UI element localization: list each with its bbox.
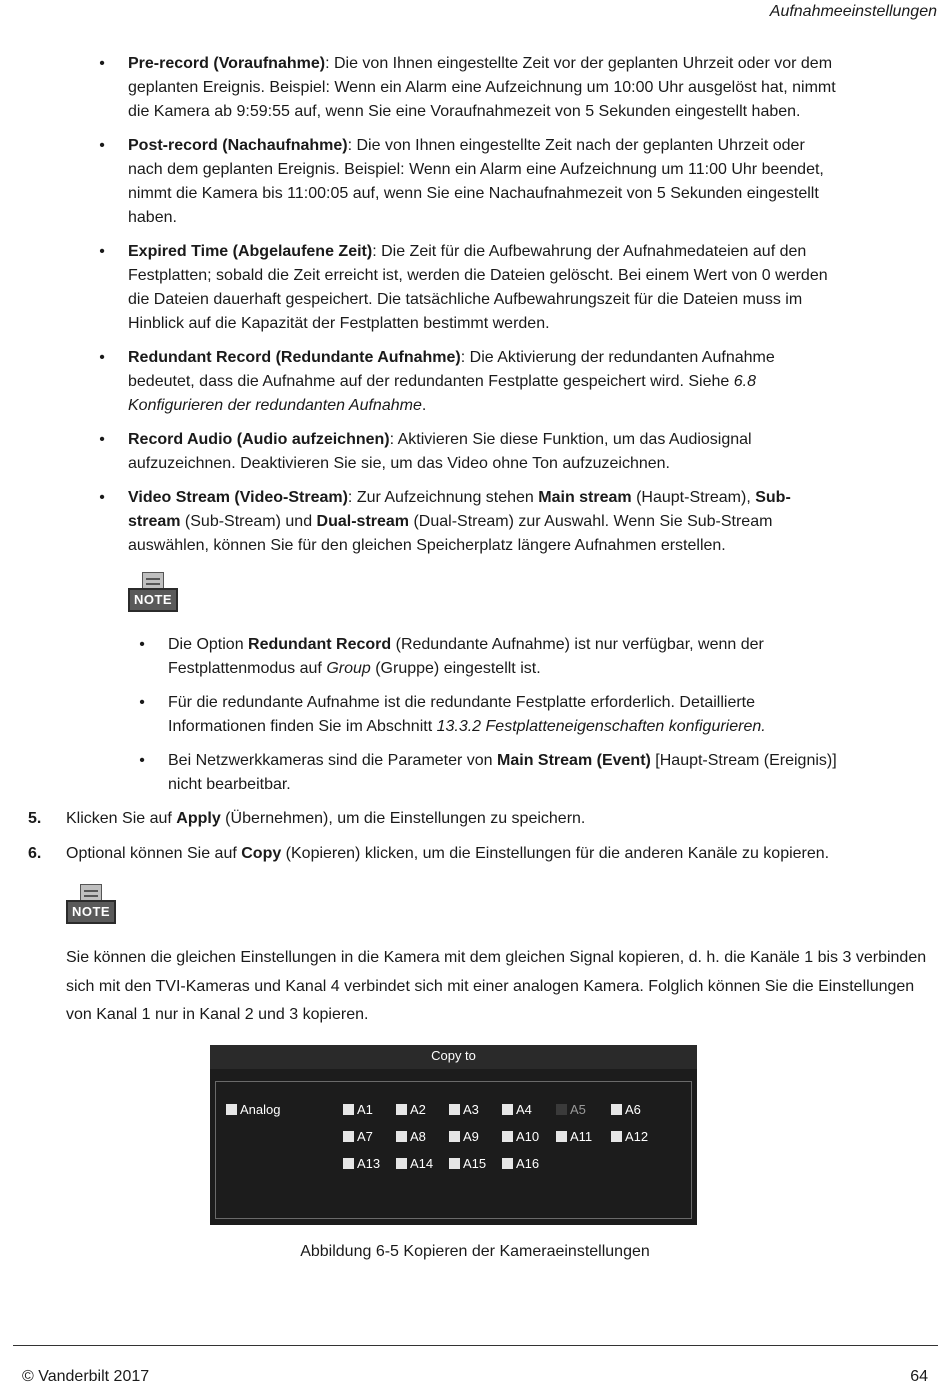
text-run: Record Audio (Audio aufzeichnen) — [128, 431, 390, 448]
channel-label: A12 — [625, 1129, 649, 1144]
bullet-item — [136, 749, 936, 797]
step-text — [66, 807, 585, 831]
text-run: . — [421, 397, 427, 414]
bullet-icon: • — [99, 431, 105, 448]
text-run: Klicken Sie auf — [66, 810, 177, 827]
bullet-line — [128, 206, 936, 230]
text-run: (Redundante Aufnahme) ist nur verfügbar, wenn der — [391, 636, 764, 653]
text-run: (Haupt-Stream), — [631, 489, 756, 506]
channel-label: A3 — [463, 1102, 479, 1117]
bullet-line — [128, 264, 936, 288]
text-run: geplanten Ereignis. Beispiel: Wenn ein Alarm eine Aufzeichnung um 10:00 Uhr ausgelöst hat, nimmt — [128, 79, 836, 96]
channel-label: A9 — [463, 1129, 479, 1144]
channel-label: A4 — [516, 1102, 532, 1117]
channel-label: A1 — [357, 1102, 373, 1117]
channel-label: A10 — [516, 1129, 540, 1144]
note-icon-2 — [66, 884, 116, 926]
text-run: Informationen finden Sie im Abschnitt — [168, 718, 437, 735]
text-run: nach dem geplanten Ereignis. Beispiel: Wenn ein Alarm eine Aufzeichnung um 11:00 Uhr beendet, — [128, 161, 824, 178]
channel-checkbox-a8[interactable] — [396, 1130, 426, 1144]
bullet-line — [128, 52, 936, 76]
note-paragraph: Sie können die gleichen Einstellungen in die Kamera mit dem gleichen Signal kopieren, d. h. die Kanäle 1 bis 3 verbinden sich mit den TVI-Kameras und Kanal 4 verbindet sich mit einer analogen Kamera. Folglich können Sie die Einstellungen von Kanal 1 nur in Kanal 2 und 3 kopieren. — [66, 949, 927, 1023]
bullet-line — [168, 715, 936, 739]
analog-checkbox[interactable] — [226, 1103, 280, 1117]
text-run: aufzuzeichnen. Deaktivieren Sie sie, um das Video ohne Ton aufzuzeichnen. — [128, 455, 670, 472]
bullet-line — [128, 240, 936, 264]
bullet-line — [128, 394, 936, 418]
channel-checkbox-a1[interactable] — [343, 1103, 373, 1117]
step-number: 5. — [28, 810, 42, 827]
figure-caption: Abbildung 6-5 Kopieren der Kameraeinstellungen — [300, 1243, 650, 1260]
text-run: Redundant Record (Redundante Aufnahme) — [128, 349, 461, 366]
note-label: NOTE — [66, 900, 116, 924]
text-run: (Dual-Stream) zur Auswahl. Wenn Sie Sub-Stream — [409, 513, 773, 530]
channel-checkbox-a5 — [556, 1103, 586, 1117]
bullet-icon: • — [99, 137, 105, 154]
text-run: : Die von Ihnen eingestellte Zeit nach der geplanten Uhrzeit oder — [347, 137, 805, 154]
channel-checkbox-a16[interactable] — [502, 1157, 539, 1171]
note-list — [136, 633, 936, 807]
page-number: 64 — [910, 1368, 928, 1385]
note-label: NOTE — [128, 588, 178, 612]
text-run: 6.8 — [733, 373, 756, 390]
text-run: (Kopieren) klicken, um die Einstellungen für die anderen Kanäle zu kopieren. — [281, 845, 830, 862]
text-run: Bei Netzwerkkameras sind die Parameter von — [168, 752, 498, 769]
parameter-list — [96, 52, 936, 568]
bullet-line — [128, 288, 936, 312]
text-run: Konfigurieren der redundanten Aufnahme — [128, 397, 422, 414]
bullet-icon: • — [99, 243, 105, 260]
text-run: 13.3.2 Festplatteneigenschaften konfigurieren. — [436, 718, 766, 735]
bullet-item — [96, 240, 936, 336]
channel-checkbox-a6[interactable] — [611, 1103, 641, 1117]
bullet-line — [128, 158, 936, 182]
page-header-title: Aufnahmeeinstellungen — [769, 3, 937, 20]
bullet-icon: • — [139, 694, 145, 711]
text-run: (Sub-Stream) und — [180, 513, 317, 530]
text-run: Sub- — [755, 489, 791, 506]
bullet-line — [128, 486, 936, 510]
channel-label: A2 — [410, 1102, 426, 1117]
channel-label: A6 — [625, 1102, 641, 1117]
channel-checkbox-a4[interactable] — [502, 1103, 532, 1117]
bullet-item — [96, 134, 936, 230]
bullet-icon: • — [139, 752, 145, 769]
bullet-icon: • — [99, 55, 105, 72]
bullet-line — [128, 534, 936, 558]
text-run: nicht bearbeitbar. — [168, 776, 291, 793]
text-run: die Kamera ab 9:59:55 auf, wenn Sie eine Voraufnahmezeit von 5 Sekunden eingestellt haben. — [128, 103, 801, 120]
bullet-line — [128, 370, 936, 394]
text-run: Die Option — [168, 636, 249, 653]
channel-checkbox-a11[interactable] — [556, 1130, 592, 1144]
text-run: [Haupt-Stream (Ereignis)] — [650, 752, 837, 769]
channel-label: A5 — [570, 1102, 586, 1117]
text-run: Expired Time (Abgelaufene Zeit) — [128, 243, 373, 260]
checkbox-box — [449, 1104, 460, 1115]
dialog-title: Copy to — [210, 1045, 697, 1069]
text-run: Group — [326, 660, 371, 677]
channel-checkbox-a3[interactable] — [449, 1103, 479, 1117]
channel-label: A7 — [357, 1129, 373, 1144]
note-icon — [128, 572, 178, 614]
text-run: : Die Aktivierung der redundanten Aufnahme — [460, 349, 775, 366]
text-run: (Übernehmen), um die Einstellungen zu speichern. — [220, 810, 586, 827]
checkbox-box — [556, 1131, 567, 1142]
checkbox-box — [611, 1104, 622, 1115]
text-run: Redundant Record — [248, 636, 392, 653]
text-run: Pre-record (Voraufnahme) — [128, 55, 326, 72]
text-run: (Gruppe) eingestellt ist. — [370, 660, 541, 677]
channel-label: A14 — [410, 1156, 434, 1171]
checkbox-box — [502, 1131, 513, 1142]
bullet-line — [168, 691, 936, 715]
text-run: Festplattenmodus auf — [168, 660, 327, 677]
channel-label: A11 — [570, 1129, 593, 1144]
channel-checkbox-a7[interactable] — [343, 1130, 373, 1144]
checkbox-box — [502, 1158, 513, 1169]
text-run: auswählen, können Sie für den gleichen Speicherplatz längere Aufnahmen erstellen. — [128, 537, 726, 554]
text-run: Apply — [176, 810, 221, 827]
checkbox-box — [226, 1104, 237, 1115]
bullet-line — [128, 510, 936, 534]
checkbox-box — [396, 1158, 407, 1169]
channel-label: A16 — [516, 1156, 540, 1171]
bullet-line — [128, 346, 936, 370]
text-run: Hinblick auf die Kapazität der Festplatten bestimmt werden. — [128, 315, 550, 332]
footer-copyright: © Vanderbilt 2017 — [22, 1368, 150, 1385]
bullet-line — [168, 657, 936, 681]
bullet-line — [128, 134, 936, 158]
text-run: die Dateien dauerhaft gespeichert. Die tatsächliche Aufbewahrungszeit für die Dateien muss im — [128, 291, 803, 308]
checkbox-box — [343, 1158, 354, 1169]
text-run: Copy — [241, 845, 282, 862]
bullet-line — [168, 749, 936, 773]
text-run: Video Stream (Video-Stream) — [128, 489, 348, 506]
text-run: Main Stream (Event) — [497, 752, 651, 769]
text-run: : Die von Ihnen eingestellte Zeit vor der geplanten Uhrzeit oder vor dem — [325, 55, 833, 72]
channel-checkbox-a15[interactable] — [449, 1157, 486, 1171]
text-run: Post-record (Nachaufnahme) — [128, 137, 348, 154]
bullet-line — [128, 428, 936, 452]
channel-checkbox-a13[interactable] — [343, 1157, 380, 1171]
checkbox-box — [343, 1131, 354, 1142]
bullet-line — [128, 100, 936, 124]
bullet-icon: • — [99, 489, 105, 506]
bullet-item — [96, 346, 936, 418]
checkbox-box — [449, 1158, 460, 1169]
bullet-line — [128, 182, 936, 206]
checkbox-box — [343, 1104, 354, 1115]
text-run: Dual-stream — [316, 513, 410, 530]
checkbox-box — [396, 1131, 407, 1142]
checkbox-box — [611, 1131, 622, 1142]
bullet-icon: • — [99, 349, 105, 366]
text-run: Optional können Sie auf — [66, 845, 242, 862]
channel-label: A15 — [463, 1156, 487, 1171]
bullet-item — [96, 52, 936, 124]
text-run: : Die Zeit für die Aufbewahrung der Aufnahmedateien auf den — [372, 243, 807, 260]
analog-label: Analog — [240, 1102, 281, 1117]
text-run: Main stream — [538, 489, 632, 506]
text-run: stream — [128, 513, 181, 530]
checkbox-box — [502, 1104, 513, 1115]
channel-checkbox-a9[interactable] — [449, 1130, 479, 1144]
text-run: haben. — [128, 209, 177, 226]
channel-checkbox-a10[interactable] — [502, 1130, 539, 1144]
bullet-item — [136, 691, 936, 739]
bullet-line — [168, 633, 936, 657]
text-run: : Zur Aufzeichnung stehen — [347, 489, 539, 506]
bullet-icon: • — [139, 636, 145, 653]
text-run: : Aktivieren Sie diese Funktion, um das Audiosignal — [389, 431, 752, 448]
text-run: nimmt die Kamera bis 11:00:05 auf, wenn Sie eine Nachaufnahmezeit von 5 Sekunden eingestellt — [128, 185, 819, 202]
channel-label: A13 — [357, 1156, 381, 1171]
footer-divider — [13, 1345, 938, 1346]
bullet-item — [96, 428, 936, 476]
channel-checkbox-a2[interactable] — [396, 1103, 426, 1117]
text-run: Für die redundante Aufnahme ist die redundante Festplatte erforderlich. Detaillierte — [168, 694, 756, 711]
step-number: 6. — [28, 845, 42, 862]
text-run: bedeutet, dass die Aufnahme auf der redundanten Festplatte gespeichert wird. Siehe — [128, 373, 734, 390]
channel-checkbox-a14[interactable] — [396, 1157, 433, 1171]
bullet-item — [96, 486, 936, 558]
bullet-line — [128, 76, 936, 100]
copy-to-dialog — [210, 1045, 697, 1225]
bullet-line — [128, 452, 936, 476]
text-run: Festplatten; sobald die Zeit erreicht ist, werden die Dateien gelöscht. Bei einem Wert von 0 werden — [128, 267, 828, 284]
channel-panel — [215, 1081, 692, 1219]
bullet-item — [136, 633, 936, 681]
channel-checkbox-a12[interactable] — [611, 1130, 648, 1144]
bullet-line — [168, 773, 936, 797]
bullet-line — [128, 312, 936, 336]
checkbox-box — [556, 1104, 567, 1115]
channel-label: A8 — [410, 1129, 426, 1144]
checkbox-box — [396, 1104, 407, 1115]
checkbox-box — [449, 1131, 460, 1142]
step-text — [66, 842, 829, 866]
